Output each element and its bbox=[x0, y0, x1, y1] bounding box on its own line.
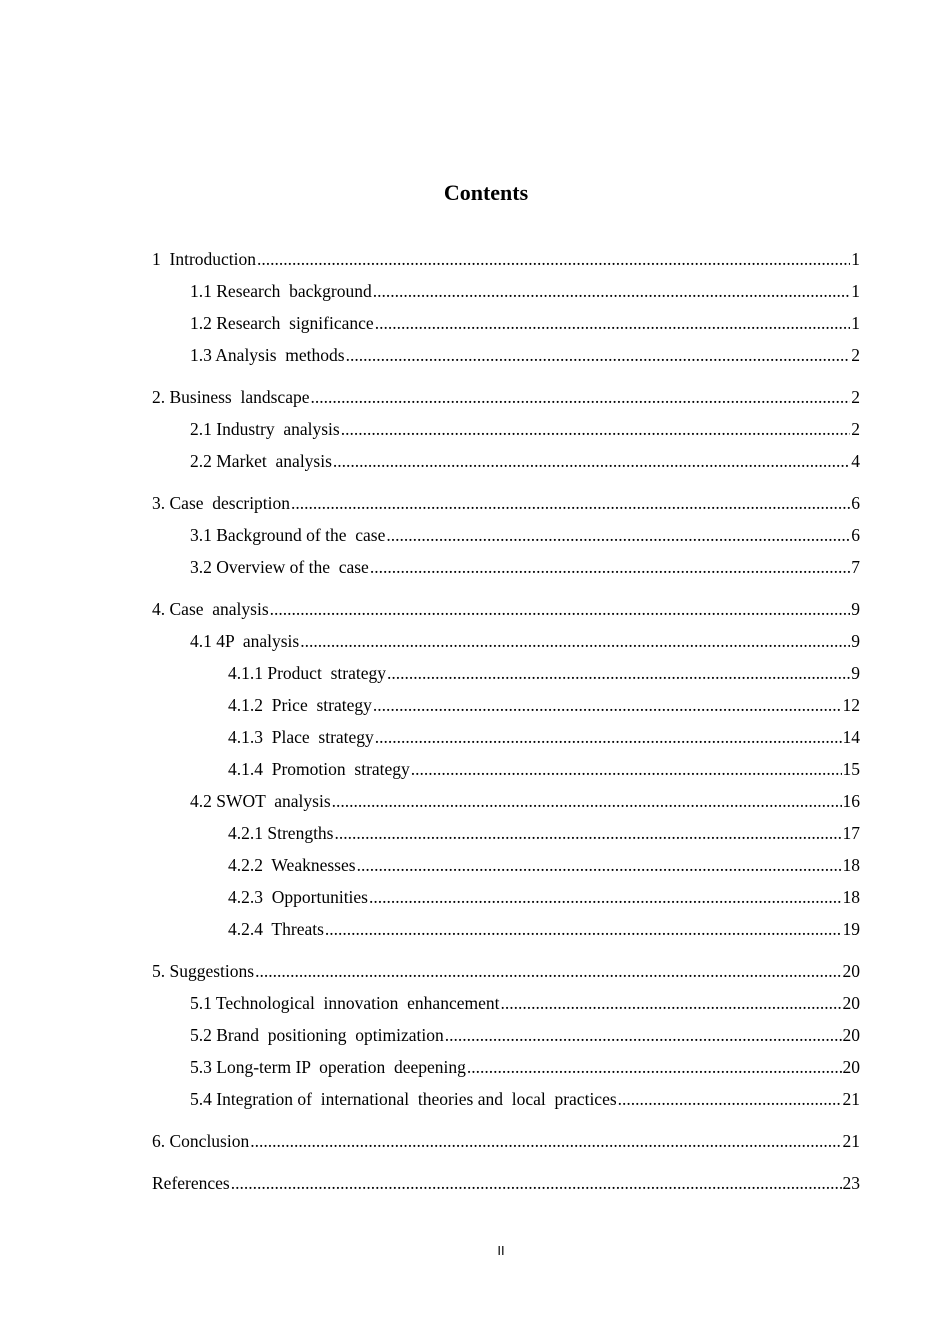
toc-entry-label: 5.1 Technological innovation enhancement bbox=[190, 993, 500, 1013]
dot-leader bbox=[291, 487, 850, 519]
toc-entry-page: 2 bbox=[851, 387, 860, 407]
toc-entry-page: 20 bbox=[842, 993, 860, 1013]
toc-entry-label: 4.1.2 Price strategy bbox=[228, 695, 372, 715]
dot-leader bbox=[346, 339, 851, 371]
toc-entry-label: 4.1.4 Promotion strategy bbox=[228, 759, 410, 779]
toc-entry-page: 9 bbox=[851, 663, 860, 683]
toc-entry bbox=[152, 881, 860, 913]
toc-entry-page: 6 bbox=[851, 525, 860, 545]
toc-entry-page: 19 bbox=[842, 919, 860, 939]
toc-entry bbox=[152, 413, 860, 445]
toc-entry bbox=[152, 913, 860, 945]
dot-leader bbox=[369, 881, 842, 913]
dot-leader bbox=[325, 913, 842, 945]
dot-leader bbox=[370, 551, 850, 583]
toc-entry bbox=[152, 339, 860, 371]
toc-entry bbox=[152, 689, 860, 721]
toc-entry-page: 2 bbox=[851, 419, 860, 439]
toc-entry-label: 4.1 4P analysis bbox=[190, 631, 300, 651]
toc-entry bbox=[152, 1125, 860, 1157]
toc-entry bbox=[152, 657, 860, 689]
dot-leader bbox=[445, 1019, 842, 1051]
toc-entry-label: 4.2.4 Threats bbox=[228, 919, 324, 939]
toc-entry-page: 20 bbox=[842, 961, 860, 981]
toc-entry-page: 4 bbox=[851, 451, 860, 471]
dot-leader bbox=[618, 1083, 842, 1115]
toc-entry-label: 4.2.2 Weaknesses bbox=[228, 855, 356, 875]
toc-entry-label: 6. Conclusion bbox=[152, 1131, 250, 1151]
toc-entry-label: 4.1.1 Product strategy bbox=[228, 663, 386, 683]
toc-entry bbox=[152, 785, 860, 817]
toc-entry-label: 4.2 SWOT analysis bbox=[190, 791, 331, 811]
toc-entry-label: 5. Suggestions bbox=[152, 961, 255, 981]
toc-entry-page: 18 bbox=[842, 855, 860, 875]
toc-entry-label: 1.2 Research significance bbox=[190, 313, 374, 333]
toc-entry-page: 16 bbox=[842, 791, 860, 811]
toc-entry bbox=[152, 955, 860, 987]
dot-leader bbox=[270, 593, 851, 625]
toc-entry-label: 3. Case description bbox=[152, 493, 291, 513]
dot-leader bbox=[231, 1167, 842, 1199]
toc-entry-page: 2 bbox=[851, 345, 860, 365]
dot-leader bbox=[310, 381, 850, 413]
toc-entry-page: 1 bbox=[851, 249, 860, 269]
toc-entry-label: 4. Case analysis bbox=[152, 599, 269, 619]
toc-entry-label: References bbox=[152, 1173, 230, 1193]
dot-leader bbox=[375, 307, 851, 339]
toc-entry bbox=[152, 445, 860, 477]
toc-entry-label: 1.1 Research background bbox=[190, 281, 372, 301]
toc-entry bbox=[152, 1019, 860, 1051]
toc-entry-page: 1 bbox=[851, 281, 860, 301]
toc-entry bbox=[152, 593, 860, 625]
dot-leader bbox=[255, 955, 841, 987]
dot-leader bbox=[500, 987, 841, 1019]
toc-entry-label: 4.2.3 Opportunities bbox=[228, 887, 368, 907]
dot-leader bbox=[257, 243, 850, 275]
toc-entry-page: 1 bbox=[851, 313, 860, 333]
dot-leader bbox=[387, 657, 850, 689]
toc-entry bbox=[152, 721, 860, 753]
toc-entry-page: 21 bbox=[842, 1089, 860, 1109]
toc-entry-label: 1 Introduction bbox=[152, 249, 257, 269]
toc-entry-label: 5.3 Long-term IP operation deepening bbox=[190, 1057, 466, 1077]
toc-entry-label: 5.2 Brand positioning optimization bbox=[190, 1025, 444, 1045]
toc-entry-page: 20 bbox=[842, 1057, 860, 1077]
dot-leader bbox=[373, 689, 842, 721]
toc-entry bbox=[152, 625, 860, 657]
table-of-contents bbox=[152, 243, 860, 1199]
toc-entry-page: 18 bbox=[842, 887, 860, 907]
toc-entry-label: 5.4 Integration of international theories and local practices bbox=[190, 1089, 617, 1109]
toc-entry-page: 9 bbox=[851, 631, 860, 651]
dot-leader bbox=[373, 275, 851, 307]
toc-entry bbox=[152, 487, 860, 519]
toc-entry bbox=[152, 849, 860, 881]
toc-entry-page: 17 bbox=[842, 823, 860, 843]
toc-entry-page: 9 bbox=[851, 599, 860, 619]
toc-entry-label: 3.1 Background of the case bbox=[190, 525, 386, 545]
toc-entry bbox=[152, 243, 860, 275]
toc-entry-page: 15 bbox=[842, 759, 860, 779]
dot-leader bbox=[411, 753, 842, 785]
dot-leader bbox=[341, 413, 851, 445]
toc-entry bbox=[152, 519, 860, 551]
dot-leader bbox=[335, 817, 842, 849]
toc-entry-page: 7 bbox=[851, 557, 860, 577]
dot-leader bbox=[386, 519, 850, 551]
toc-entry-label: 4.2.1 Strengths bbox=[228, 823, 334, 843]
toc-entry-page: 12 bbox=[842, 695, 860, 715]
page-number: II bbox=[497, 1243, 505, 1258]
toc-entry bbox=[152, 987, 860, 1019]
dot-leader bbox=[332, 785, 842, 817]
toc-entry bbox=[152, 307, 860, 339]
toc-entry-label: 1.3 Analysis methods bbox=[190, 345, 345, 365]
dot-leader bbox=[300, 625, 850, 657]
dot-leader bbox=[250, 1125, 841, 1157]
dot-leader bbox=[333, 445, 850, 477]
toc-entry bbox=[152, 753, 860, 785]
toc-entry-page: 23 bbox=[842, 1173, 860, 1193]
toc-entry-label: 2.1 Industry analysis bbox=[190, 419, 340, 439]
dot-leader bbox=[357, 849, 842, 881]
toc-entry-label: 3.2 Overview of the case bbox=[190, 557, 369, 577]
toc-entry bbox=[152, 1083, 860, 1115]
page-title: Contents bbox=[443, 180, 529, 205]
toc-entry-page: 6 bbox=[851, 493, 860, 513]
toc-entry bbox=[152, 381, 860, 413]
toc-entry-label: 4.1.3 Place strategy bbox=[228, 727, 374, 747]
toc-entry-page: 21 bbox=[842, 1131, 860, 1151]
dot-leader bbox=[467, 1051, 842, 1083]
toc-entry bbox=[152, 1167, 860, 1199]
toc-entry bbox=[152, 1051, 860, 1083]
toc-entry-label: 2.2 Market analysis bbox=[190, 451, 332, 471]
toc-entry bbox=[152, 817, 860, 849]
toc-entry-page: 14 bbox=[842, 727, 860, 747]
toc-entry bbox=[152, 275, 860, 307]
toc-entry bbox=[152, 551, 860, 583]
toc-entry-label: 2. Business landscape bbox=[152, 387, 310, 407]
dot-leader bbox=[375, 721, 842, 753]
toc-entry-page: 20 bbox=[842, 1025, 860, 1045]
